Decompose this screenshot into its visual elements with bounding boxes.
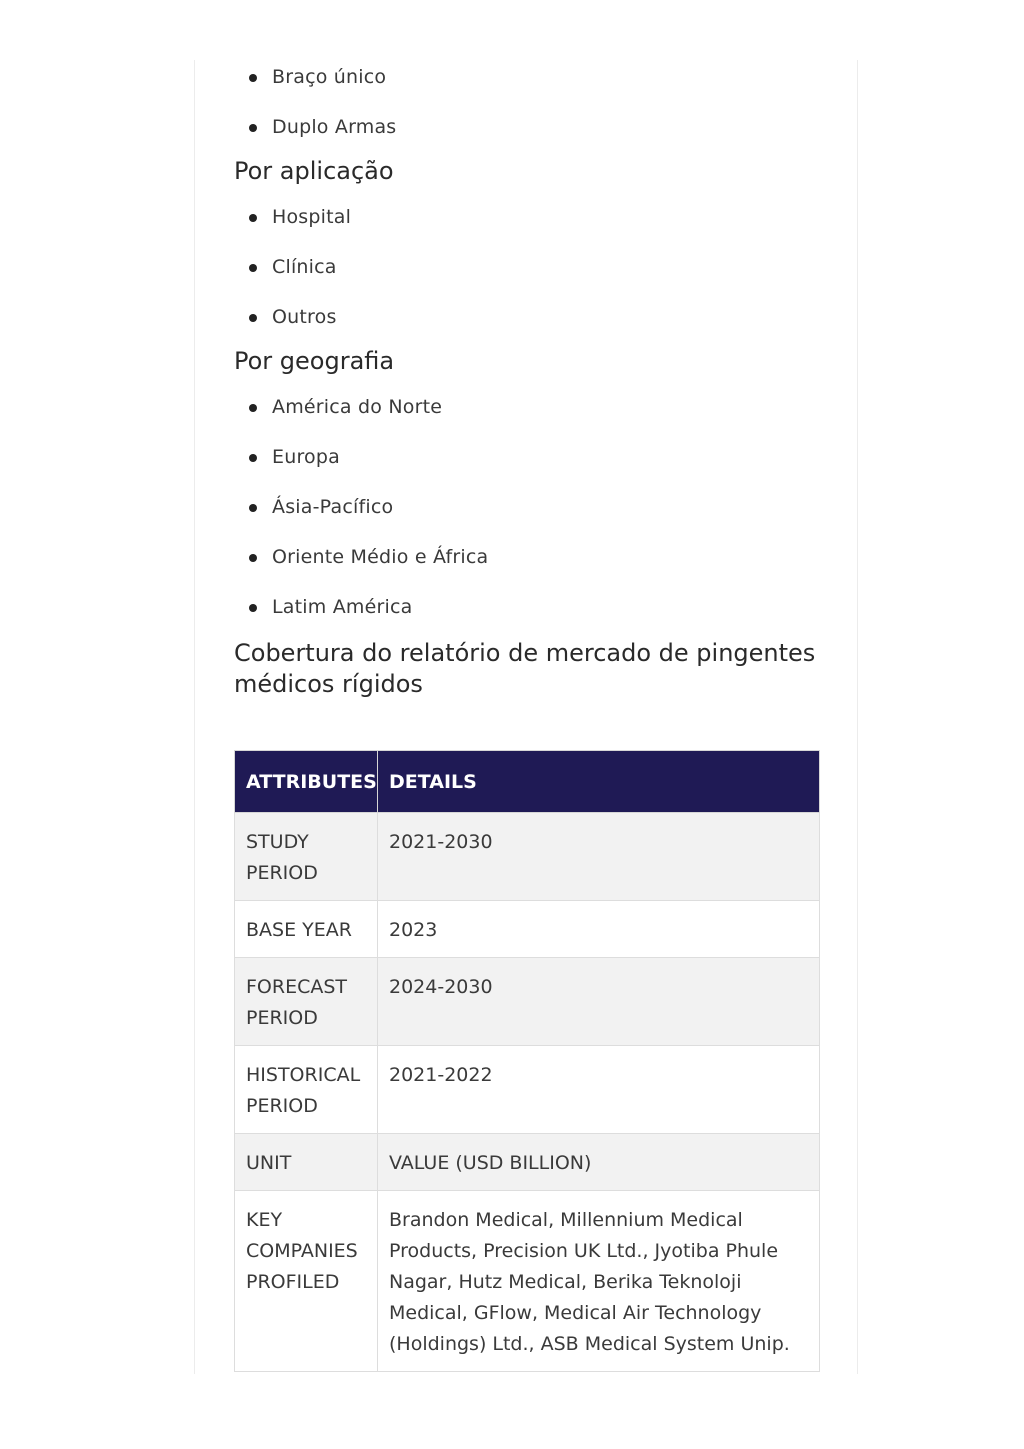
list-item-text: América do Norte — [272, 396, 443, 418]
type-list — [234, 64, 820, 140]
details-cell: 2021-2022 — [378, 1046, 820, 1134]
application-list — [234, 204, 820, 330]
bullet-icon — [249, 264, 257, 272]
attribute-cell: BASE YEAR — [235, 901, 378, 958]
bullet-icon — [249, 124, 257, 132]
coverage-heading-line2: médicos rígidos — [234, 670, 423, 698]
document-content — [234, 60, 820, 1372]
table-row — [235, 1134, 820, 1191]
details-cell: 2024-2030 — [378, 958, 820, 1046]
column-header-attributes: ATTRIBUTES — [235, 751, 378, 813]
list-item-text: Hospital — [272, 206, 352, 228]
list-item-text: Outros — [272, 306, 337, 328]
document-page — [194, 60, 858, 1374]
details-cell: Brandon Medical, Millennium Medical Products, Precision UK Ltd., Jyotiba Phule Nagar, Hutz Medical, Berika Teknoloji Medical, GFlow, Medical Air Technology (Holdings) Ltd., ASB Medical System Unip. — [378, 1191, 820, 1372]
list-item-text: Europa — [272, 446, 340, 468]
section-heading-coverage — [234, 638, 820, 700]
list-item — [234, 254, 820, 280]
bullet-icon — [249, 214, 257, 222]
bullet-icon — [249, 554, 257, 562]
table-row — [235, 813, 820, 901]
table-row — [235, 901, 820, 958]
attribute-cell: STUDY PERIOD — [235, 813, 378, 901]
table-header-row — [235, 751, 820, 813]
attribute-cell: UNIT — [235, 1134, 378, 1191]
details-cell: 2023 — [378, 901, 820, 958]
report-coverage-table — [234, 750, 820, 1372]
list-item — [234, 114, 820, 140]
list-item-text: Oriente Médio e África — [272, 546, 489, 568]
list-item — [234, 444, 820, 470]
list-item — [234, 394, 820, 420]
details-cell: 2021-2030 — [378, 813, 820, 901]
list-item — [234, 594, 820, 620]
list-item-text: Clínica — [272, 256, 337, 278]
table-row — [235, 1046, 820, 1134]
column-header-details: DETAILS — [378, 751, 820, 813]
details-cell: VALUE (USD BILLION) — [378, 1134, 820, 1191]
bullet-icon — [249, 74, 257, 82]
bullet-icon — [249, 404, 257, 412]
bullet-icon — [249, 454, 257, 462]
bullet-icon — [249, 504, 257, 512]
attribute-cell: KEY COMPANIES PROFILED — [235, 1191, 378, 1372]
list-item — [234, 304, 820, 330]
attribute-cell: HISTORICAL PERIOD — [235, 1046, 378, 1134]
list-item-text: Ásia-Pacífico — [272, 496, 394, 518]
geography-list — [234, 394, 820, 620]
list-item-text: Duplo Armas — [272, 116, 397, 138]
attribute-cell: FORECAST PERIOD — [235, 958, 378, 1046]
table-row — [235, 958, 820, 1046]
section-heading-application: Por aplicação — [234, 157, 394, 185]
list-item — [234, 494, 820, 520]
list-item — [234, 204, 820, 230]
bullet-icon — [249, 314, 257, 322]
list-item — [234, 64, 820, 90]
section-heading-geography: Por geografia — [234, 347, 395, 375]
list-item-text: Latim América — [272, 596, 413, 618]
list-item — [234, 544, 820, 570]
bullet-icon — [249, 604, 257, 612]
table-row — [235, 1191, 820, 1372]
list-item-text: Braço único — [272, 66, 387, 88]
coverage-heading-line1: Cobertura do relatório de mercado de pingentes — [234, 639, 816, 667]
